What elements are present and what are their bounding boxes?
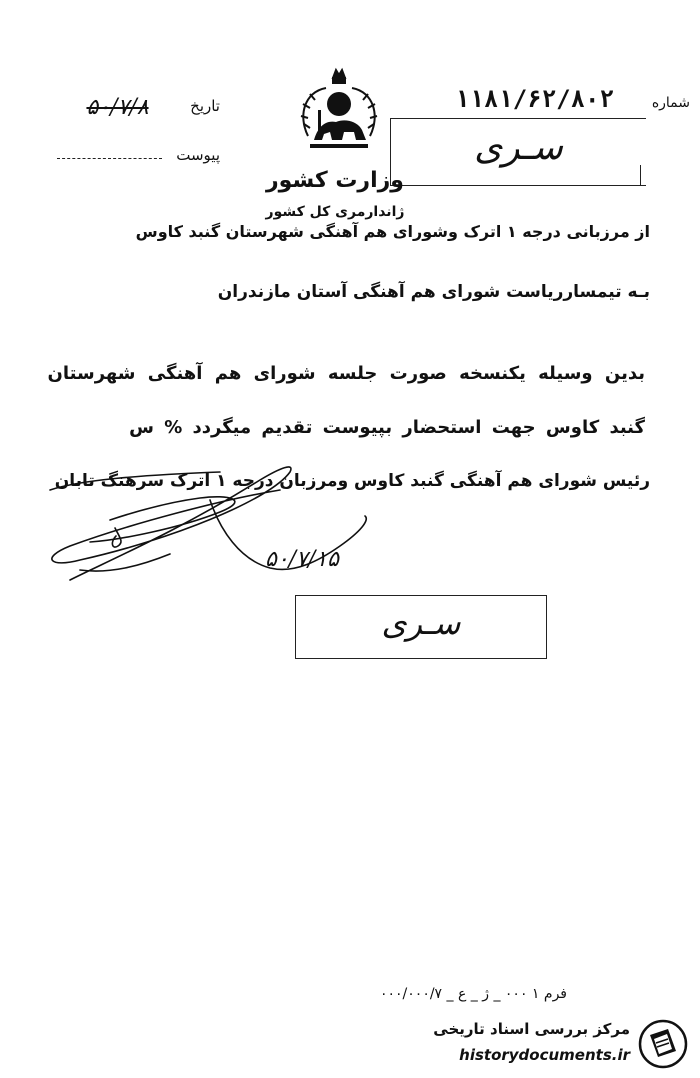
attachment-field — [55, 140, 220, 170]
secret-stamp-top-text: سـرى — [474, 127, 563, 168]
date-value: ۵۰/۷/۸ — [86, 95, 149, 120]
letter-to: بـه تیمسارریاست شورای هم آهنگی آستان مازندران — [217, 282, 650, 302]
secret-stamp-bottom — [295, 595, 547, 659]
letter-number-value: ۱۱۸۱/۶۲/۸۰۲ — [455, 85, 614, 113]
form-number: فرم ۱ ۰۰۰ _ ژ _ ع _ ۰۰۰/۰۰۰/۷ — [380, 986, 567, 1002]
attachment-label: پیوست — [176, 146, 220, 164]
date-field — [55, 95, 220, 125]
letter-from: از مرزبانی درجه ۱ اترک وشورای هم آهنگی شهرستان گنبد کاوس — [135, 222, 650, 241]
date-label: تاریخ — [190, 97, 220, 115]
ministry-title: وزارت کشور — [266, 168, 404, 193]
letter-number-field — [455, 85, 690, 117]
secret-stamp-bottom-text: سـرى — [381, 604, 461, 642]
handwritten-signature — [20, 450, 420, 610]
letter-number-label: شماره — [651, 95, 690, 111]
archive-name: مرکز بررسی اسناد تاریخی — [433, 1020, 630, 1038]
gendarmerie-title: ژاندارمری کل کشور — [265, 204, 405, 220]
archive-site: historydocuments.ir — [459, 1046, 630, 1064]
archive-logo-icon — [638, 1019, 688, 1069]
lion-and-sun-emblem-icon — [296, 66, 382, 158]
letter-body-line-2: گنبد کاوس جهت استحضار بپیوست تقدیم میگردد % س — [129, 417, 645, 438]
letter-signatory: رئیس شورای هم آهنگی گنبد کاوس ومرزبان درجه ۱ اترک سرهنگ تابان — [54, 471, 650, 491]
signature-date: ۵۰/۷/۱۵ — [265, 547, 339, 572]
letter-body-line-1: بدین وسیله یکنسخه صورت جلسه شورای هم آهنگی شهرستان — [47, 363, 645, 384]
attachment-line — [57, 158, 162, 159]
secret-stamp-top — [390, 118, 646, 186]
archive-watermark — [400, 1015, 692, 1073]
secret-stamp-tick — [640, 165, 641, 185]
